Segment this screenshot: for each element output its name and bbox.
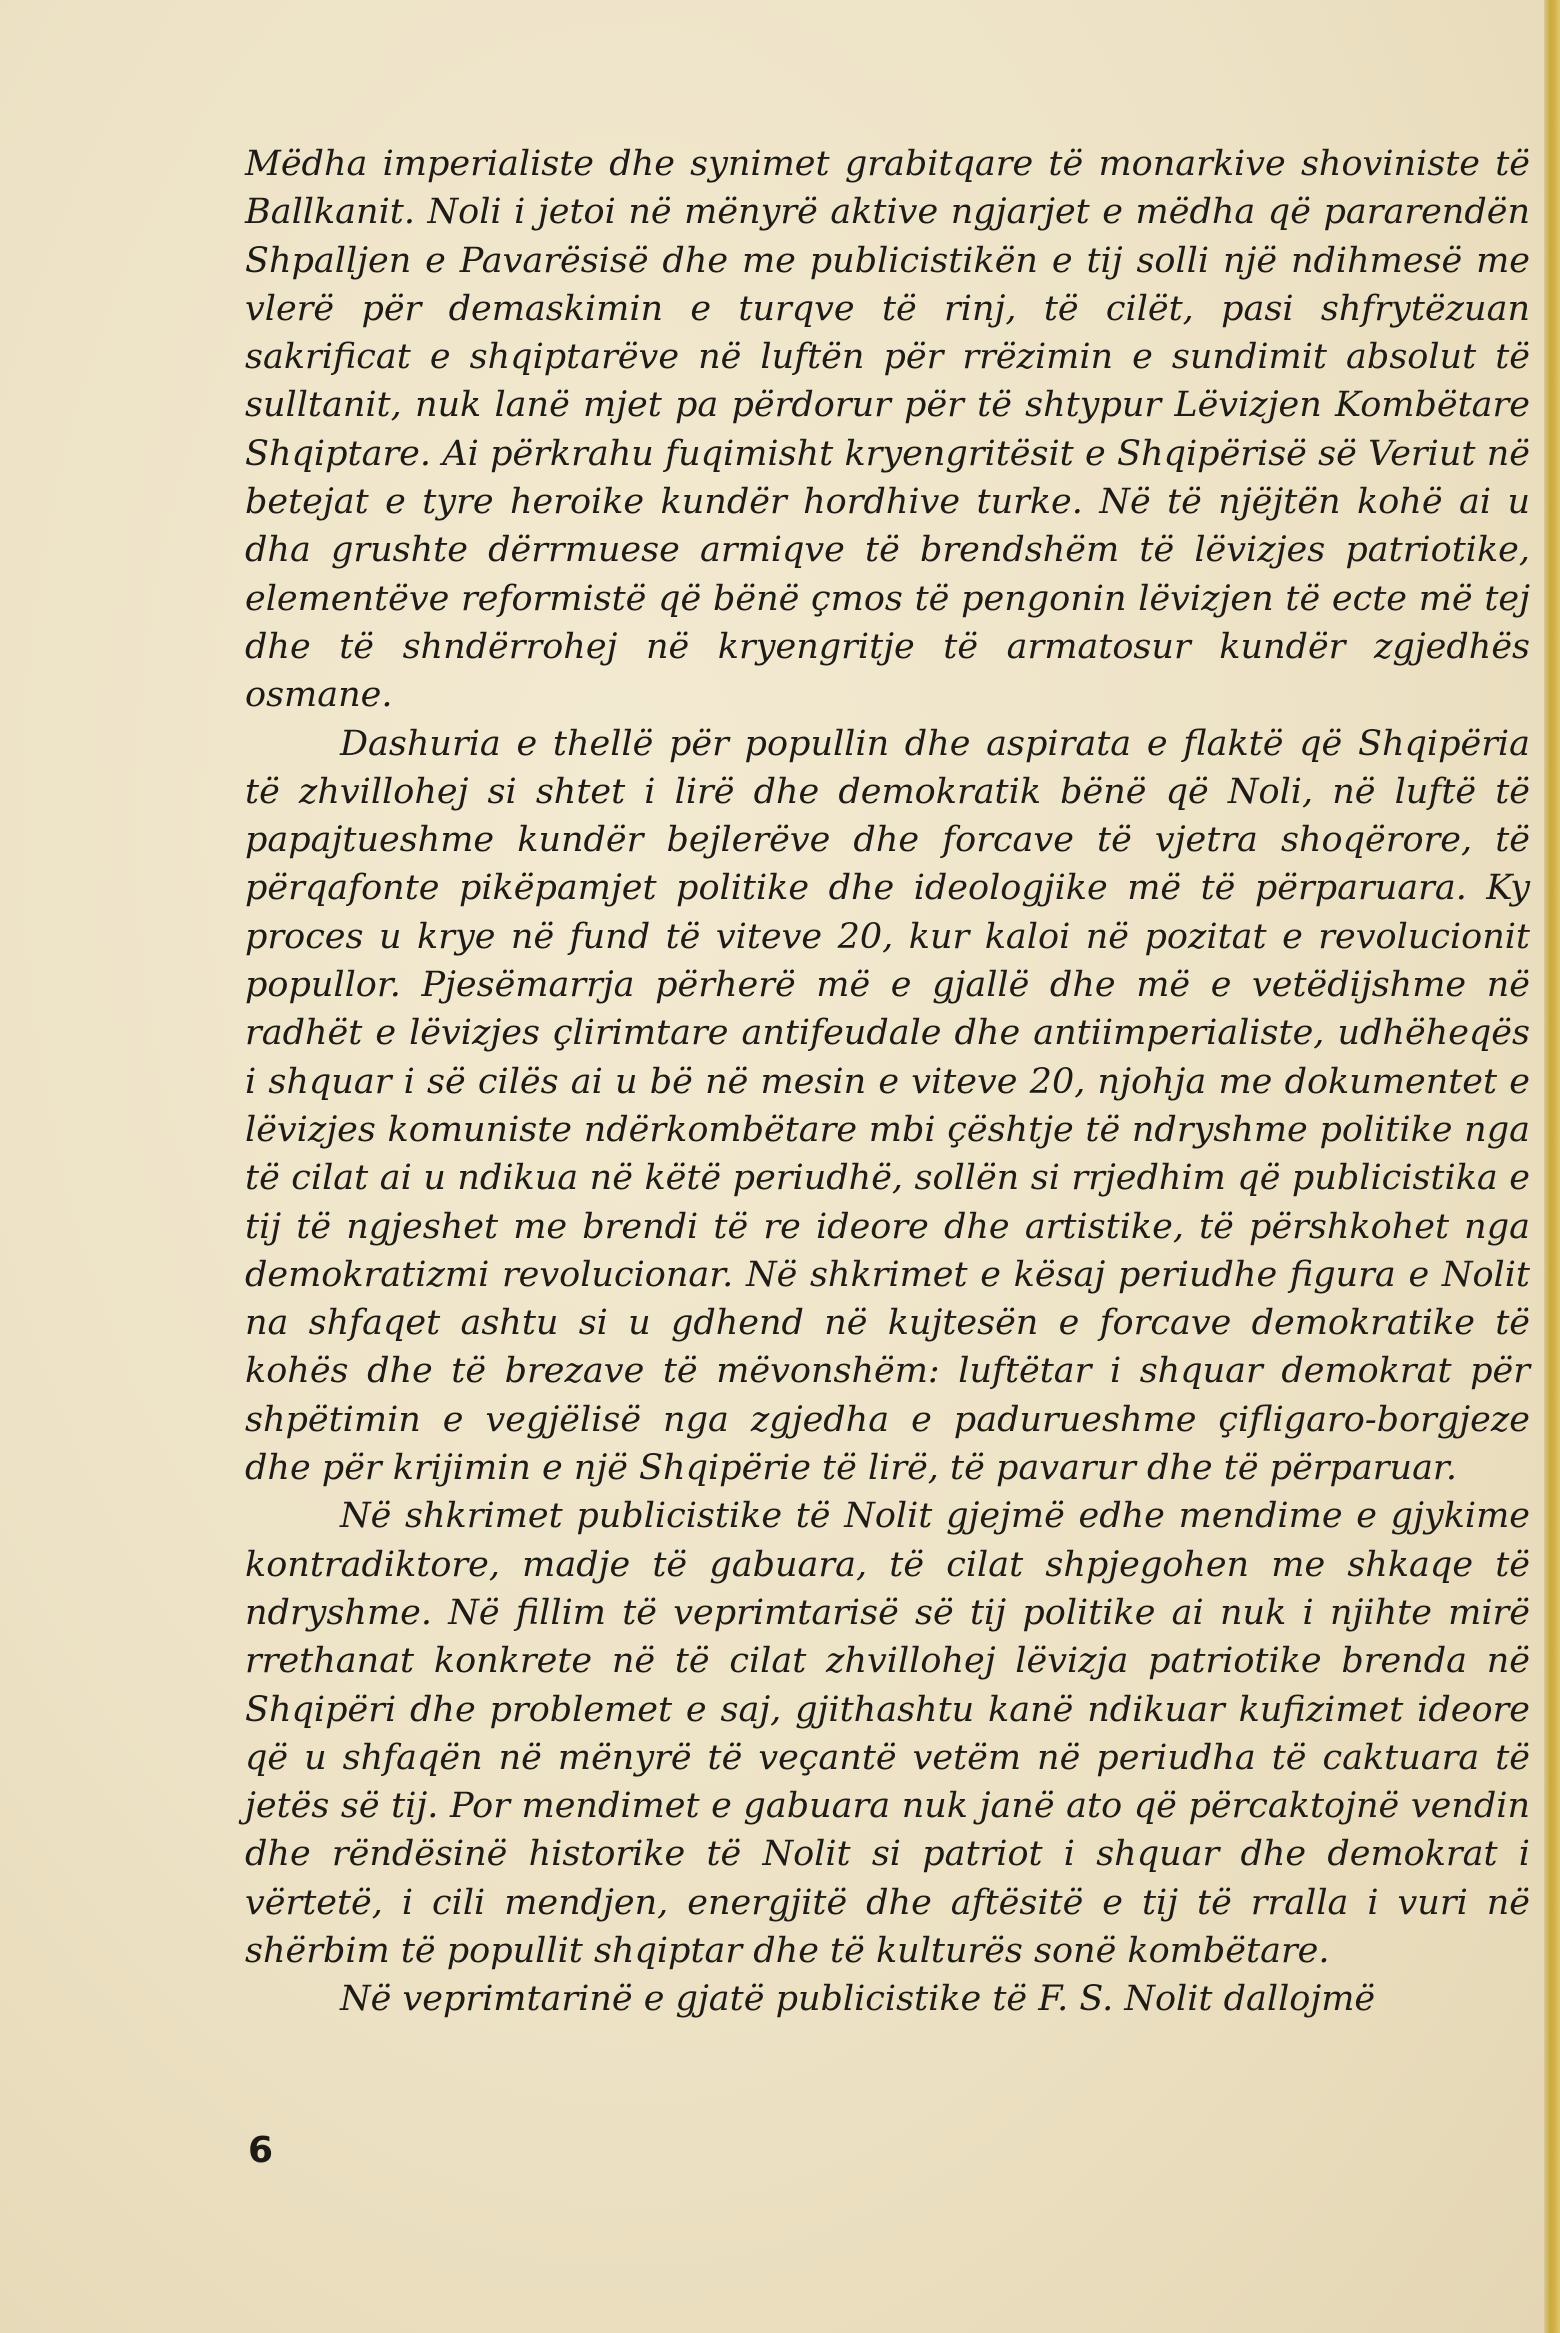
paragraph-1: Mëdha imperialiste dhe synimet grabitqare të monarkive shoviniste të Ballkanit. Noli i jetoi në mënyrë aktive ngjarjet e mëdha që pararendën Shpalljen e Pavarësisë dhe me publicistikën e tij solli një ndihmesë me vlerë për demaskimin e turqve të rinj, të cilët, pasi shfrytëzuan sakrificat e shqiptarëve në luftën për rrëzimin e sundimit absolut të sulltanit, nuk lanë mjet pa përdorur për të shtypur Lëvizjen Kombëtare Shqiptare. Ai përkrahu fuqimisht kryengritësit e Shqipërisë së Veriut në betejat e tyre heroike kundër hordhive turke. Në të njëjtën kohë ai u dha grushte dërrmuese armiqve të brendshëm të lëvizjes patriotike, elementëve reformistë që bënë çmos të pengonin lëvizjen të ecte më tej dhe të shndërrohej në kryengritje të armatosur kundër zgjedhës osmane. — [245, 144, 1530, 716]
page-number: 6 — [248, 2130, 274, 2171]
page-edge — [1544, 0, 1560, 2333]
paragraph-2: Dashuria e thellë për popullin dhe aspirata e flaktë që Shqipëria të zhvillohej si shtet i lirë dhe demokratik bënë që Noli, në luftë të papajtueshme kundër bejlerëve dhe forcave të vjetra shoqërore, të përqafonte pikëpamjet politike dhe ideologjike më të përparuara. Ky proces u krye në fund të viteve 20, kur kaloi në pozitat e revolucionit popullor. Pjesëmarrja përherë më e gjallë dhe më e vetëdijshme në radhët e lëvizjes çlirimtare antifeudale dhe antiimperialiste, udhëheqës i shquar i së cilës ai u bë në mesin e viteve 20, njohja me dokumentet e lëvizjes komuniste ndërkombëtare mbi çështje të ndryshme politike nga të cilat ai u ndikua në këtë periudhë, sollën si rrjedhim që publicistika e tij të ngjeshet me brendi të re ideore dhe artistike, të përshkohet nga demokratizmi revolucionar. Në shkrimet e kësaj periudhe figura e Nolit na shfaqet ashtu si u gdhend në kujtesën e forcave demokratike të kohës dhe të brezave të mëvonshëm: luftëtar i shquar demokrat për shpëtimin e vegjëlisë nga zgjedha e padurueshme çifligaro-borgjeze dhe për krijimin e një Shqipërie të lirë, të pavarur dhe të përparuar. — [245, 723, 1530, 1489]
body-text — [245, 140, 1530, 2024]
paragraph-4: Në veprimtarinë e gjatë publicistike të F. S. Nolit dallojmë — [340, 1979, 1376, 2020]
paragraph-3: Në shkrimet publicistike të Nolit gjejmë edhe mendime e gjykime kontradiktore, madje të gabuara, të cilat shpjegohen me shkaqe të ndryshme. Në fillim të veprimtarisë së tij politike ai nuk i njihte mirë rrethanat konkrete në të cilat zhvillohej lëvizja patriotike brenda në Shqipëri dhe problemet e saj, gjithashtu kanë ndikuar kufizimet ideore që u shfaqën në mënyrë të veçantë vetëm në periudha të caktuara të jetës së tij. Por mendimet e gabuara nuk janë ato që përcaktojnë vendin dhe rëndësinë historike të Nolit si patriot i shquar dhe demokrat i vërtetë, i cili mendjen, energjitë dhe aftësitë e tij të rralla i vuri në shërbim të popullit shqiptar dhe të kulturës sonë kombëtare. — [245, 1496, 1530, 1971]
